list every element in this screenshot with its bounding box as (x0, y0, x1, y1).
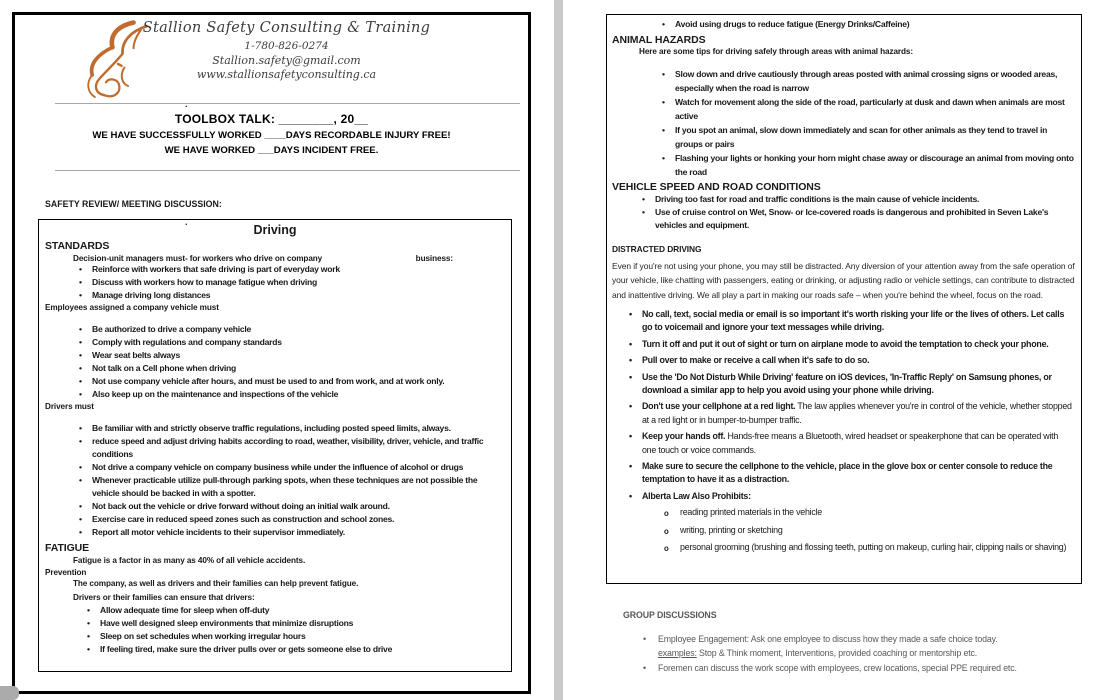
distracted-driving-heading: DISTRACTED DRIVING (612, 244, 702, 254)
bullet-marker: • (629, 401, 632, 412)
prevention-line-1: The company, as well as drivers and their families can help prevent fatigue. (73, 579, 359, 589)
list-item-text: Foremen can discuss the work scope with employees, crew locations, special PPE required etc. (658, 663, 1017, 674)
bullet-marker: • (629, 431, 632, 442)
list-item-text: Employee Engagement: Ask one employee to discuss how they made a safe choice today. examples: Stop & Think moment, Interventions, provided coaching or mentorship etc. (658, 634, 998, 659)
driving-title: Driving (253, 223, 297, 237)
bullet-marker: • (79, 514, 82, 524)
group-discussions-list (623, 632, 1078, 676)
list-item (79, 263, 505, 276)
list-item-text: Wear seat belts always (92, 350, 180, 360)
bullet-marker: • (629, 338, 632, 349)
bullet-marker: • (643, 663, 646, 674)
standards-intro-business: business: (415, 254, 453, 263)
group-discussions-section (623, 610, 1078, 676)
list-item-text: Make sure to secure the cellphone to the vehicle, place in the glove box or center console to reduce the temptation to have it as a distraction. (642, 460, 1053, 485)
bullet-marker: o (664, 543, 669, 553)
bullet-marker: • (662, 97, 665, 107)
list-item-text: Driving too fast for road and traffic conditions is the main cause of vehicle incidents. (655, 194, 980, 204)
list-item-text: Reinforce with workers that safe driving is part of everyday work (92, 264, 340, 274)
fatigue-heading: FATIGUE (45, 542, 90, 554)
list-item-text: personal grooming (brushing and flossing teeth, putting on makeup, curling hair, clipping nails or shaving) (680, 541, 1067, 552)
list-item-text: Alberta Law Also Prohibits: (642, 490, 751, 501)
prevention-list (45, 604, 505, 656)
list-item (87, 643, 505, 656)
list-item-text: Don't use your cellphone at a red light. The law applies whenever you're in control of the vehicle, whether stopped at a red light or in bumper-to-bumper traffic. (642, 401, 1072, 425)
list-item (79, 276, 505, 289)
standards-heading: STANDARDS (45, 240, 110, 252)
list-item-text: Keep your hands off. Hands-free means a Bluetooth, wired headset or speakerphone that can be operated with one touch or voice commands. (642, 431, 1059, 455)
bullet-marker: o (664, 509, 669, 519)
animal-intro: Here are some tips for driving safely through areas with animal hazards: (639, 47, 913, 56)
list-item-text: Not talk on a Cell phone when driving (92, 363, 237, 373)
employee-duties-list (45, 323, 505, 401)
list-item (79, 349, 505, 362)
speed-conditions-list (612, 193, 1076, 232)
list-item-text: If feeling tired, make sure the driver pulls over or gets someone else to drive (100, 643, 393, 654)
stray-period: . (185, 99, 188, 109)
bullet-marker: • (79, 389, 82, 399)
list-item (629, 354, 1076, 367)
list-item (662, 123, 1076, 151)
bullet-marker: • (629, 371, 632, 382)
page-2 (563, 0, 1098, 700)
bullet-marker: • (629, 308, 632, 319)
list-item (642, 193, 1076, 206)
list-item (87, 630, 505, 643)
list-item-text: Sleep on set schedules when working irregular hours (100, 630, 306, 641)
list-item (79, 362, 505, 375)
list-item (662, 18, 1076, 31)
list-item (79, 500, 505, 513)
list-item-text: reading printed materials in the vehicle (680, 507, 822, 518)
bullet-marker: • (79, 277, 82, 287)
bullet-marker: • (642, 194, 645, 204)
bullet-marker: • (643, 634, 646, 644)
bullet-marker: • (79, 290, 82, 300)
list-item-text: Not drive a company vehicle on company business while under the influence of alcohol or drugs (92, 462, 464, 472)
distracted-paragraph: Even if you're not using your phone, you may still be distracted. Any diversion of your attention away from the safe operation of your vehicle, like chatting with passengers, eating or drinking, or adjusting radio or vehicle settings, can contribute to distracted and inattentive driving. We all play a part in making our roads safe – when you're behind the wheel, focus on the road. (612, 261, 1075, 300)
list-item-text: Manage driving long distances (92, 290, 211, 300)
list-item-text: No call, text, social media or email is so important it's worth risking your life or the lives of others. Let calls go to voicemail and ignore your text messages while driving. (642, 308, 1065, 333)
bullet-marker: • (79, 462, 82, 472)
list-item-text: Use of cruise control on Wet, Snow- or Ice-covered roads is dangerous and prohibited in Seven Lake's vehicles and equipment. (655, 207, 1049, 230)
list-item (79, 336, 505, 349)
list-item-text: writing, printing or sketching (680, 524, 783, 535)
bullet-marker: • (629, 490, 632, 501)
list-item (662, 151, 1076, 179)
safety-review-label: SAFETY REVIEW/ MEETING DISCUSSION: (45, 199, 222, 209)
bullet-marker: o (664, 526, 669, 536)
toolbox-talk-title: TOOLBOX TALK: ________, 20__ (174, 112, 369, 126)
toolbox-divider (55, 170, 520, 171)
prevention-heading: Prevention (45, 568, 87, 578)
list-item (629, 400, 1076, 427)
alberta-prohibits-list (612, 506, 1076, 555)
bullet-marker: • (662, 69, 665, 79)
bullet-marker: • (662, 125, 665, 135)
list-item (664, 506, 1076, 520)
list-item-text: Watch for movement along the side of the road, particularly at dusk and dawn when animals are most active (675, 97, 1065, 121)
bullet-marker: • (79, 350, 82, 360)
list-item (79, 513, 505, 526)
list-item-text: Exercise care in reduced speed zones such as construction and school zones. (92, 514, 395, 524)
list-item (629, 490, 1076, 503)
list-item (642, 206, 1076, 232)
list-item-text: Have well designed sleep environments that minimize disruptions (100, 617, 354, 628)
bullet-marker: • (79, 363, 82, 373)
prevention-line-2: Drivers or their families can ensure that drivers: (73, 592, 255, 602)
manager-duties-list (45, 263, 505, 302)
fatigue-fact: Fatigue is a factor in as many as 40% of all vehicle accidents. (73, 556, 306, 565)
bullet-marker: • (79, 337, 82, 347)
list-item-text: Report all motor vehicle incidents to their supervisor immediately. (92, 527, 345, 537)
bullet-marker: • (79, 501, 82, 511)
injury-free-line: WE HAVE SUCCESSFULLY WORKED ____DAYS RECORDABLE INJURY FREE! (92, 130, 451, 141)
bullet-marker: • (79, 475, 82, 485)
list-item (629, 460, 1076, 487)
list-item (79, 435, 505, 461)
animal-hazards-heading: ANIMAL HAZARDS (612, 34, 706, 46)
letterhead (15, 15, 528, 95)
list-item-text: Pull over to make or receive a call when it's safe to do so. (642, 355, 870, 366)
list-item (629, 371, 1076, 398)
standards-intro: Decision-unit managers must- for workers who drive on company (73, 254, 323, 263)
stray-period: . (185, 217, 188, 227)
list-item-text: Flashing your lights or honking your horn might chase away or discourage an animal from moving onto the road (675, 153, 1074, 177)
list-item (643, 661, 1078, 675)
list-item (629, 338, 1076, 351)
list-item-text: Whenever practicable utilize pull-through parking spots, when these techniques are not possible the vehicle should be backed in with a spotter. (92, 475, 478, 498)
list-item-text: Avoid using drugs to reduce fatigue (Energy Drinks/Caffeine) (675, 19, 910, 29)
company-email: Stallion.safety@gmail.com (212, 54, 361, 67)
bullet-marker: • (629, 460, 632, 471)
page2-content-box (606, 14, 1082, 584)
list-item-text: Discuss with workers how to manage fatigue when driving (92, 277, 318, 287)
bullet-marker: • (87, 630, 90, 641)
bullet-marker: • (79, 527, 82, 537)
list-item-text: Be familiar with and strictly observe traffic regulations, including posted speed limits, always. (92, 423, 451, 433)
list-item (629, 430, 1076, 457)
bullet-marker: • (79, 436, 82, 446)
group-discussions-heading: GROUP DISCUSSIONS (623, 610, 717, 620)
company-name: Stallion Safety Consulting & Training (142, 20, 431, 36)
company-phone: 1-780-826-0274 (244, 40, 329, 52)
bullet-marker: • (79, 264, 82, 274)
list-item (87, 604, 505, 617)
list-item-text: Turn it off and put it out of sight or turn on airplane mode to avoid the temptation to check your phone. (642, 338, 1049, 349)
list-item (87, 617, 505, 630)
list-item-text: Not back out the vehicle or drive forward without doing an initial walk around. (92, 501, 390, 511)
bullet-marker: • (642, 207, 645, 217)
page-border-frame (12, 12, 531, 694)
bullet-marker: • (79, 324, 82, 334)
animal-tips-list (612, 67, 1076, 179)
list-item (79, 388, 505, 401)
bullet-marker: • (79, 423, 82, 433)
incident-free-line: WE HAVE WORKED ___DAYS INCIDENT FREE. (164, 145, 379, 156)
company-website: www.stallionsafetyconsulting.ca (196, 68, 377, 81)
bullet-marker: • (79, 376, 82, 386)
bullet-marker: • (87, 643, 90, 654)
vehicle-speed-heading: VEHICLE SPEED AND ROAD CONDITIONS (612, 181, 821, 193)
list-item-text: Use the 'Do Not Disturb While Driving' feature on iOS devices, 'In-Traffic Reply' on Samsung phones, or download a similar app to help you avoid using your phone while driving. (642, 371, 1052, 395)
fatigue-avoid-list (612, 18, 1076, 31)
list-item (643, 632, 1078, 660)
toolbox-talk-block (15, 112, 528, 156)
list-item (79, 474, 505, 500)
list-item-text: reduce speed and adjust driving habits according to road, weather, visibility, driver, vehicle, and traffic conditions (92, 436, 484, 459)
bullet-marker: • (662, 153, 665, 163)
letterhead-text (135, 20, 438, 82)
driving-topic-box (38, 219, 512, 672)
list-item (664, 541, 1076, 555)
bullet-marker: • (662, 19, 665, 29)
standards-intro-row (45, 254, 505, 263)
list-item-text: Be authorized to drive a company vehicle (92, 324, 252, 334)
employees-heading: Employees assigned a company vehicle must (45, 303, 219, 312)
list-item (629, 308, 1076, 335)
list-item (79, 526, 505, 539)
drivers-heading: Drivers must (45, 402, 94, 411)
list-item (79, 461, 505, 474)
list-item (79, 323, 505, 336)
scrollbar-thumb[interactable] (0, 686, 19, 700)
list-item-text: Allow adequate time for sleep when off-duty (100, 604, 270, 615)
list-item (79, 289, 505, 302)
list-item (79, 422, 505, 435)
list-item-text: If you spot an animal, slow down immediately and scan for other animals as they tend to travel in groups or pairs (675, 125, 1048, 149)
bullet-marker: • (87, 604, 90, 615)
list-item (662, 95, 1076, 123)
list-item-text: Slow down and drive cautiously through areas posted with animal crossing signs or wooded areas, especially when the road is narrow (675, 69, 1058, 93)
list-item-text: Comply with regulations and company standards (92, 337, 282, 347)
bullet-marker: • (629, 355, 632, 366)
list-item (79, 375, 505, 388)
driver-duties-list (45, 422, 505, 539)
list-item-text: Not use company vehicle after hours, and must be used to and from work, and at work only. (92, 376, 445, 386)
list-item (664, 524, 1076, 538)
list-item (662, 67, 1076, 95)
bullet-marker: • (87, 617, 90, 628)
list-item-text: Also keep up on the maintenance and inspections of the vehicle (92, 389, 339, 399)
distracted-rules-list (612, 308, 1076, 503)
